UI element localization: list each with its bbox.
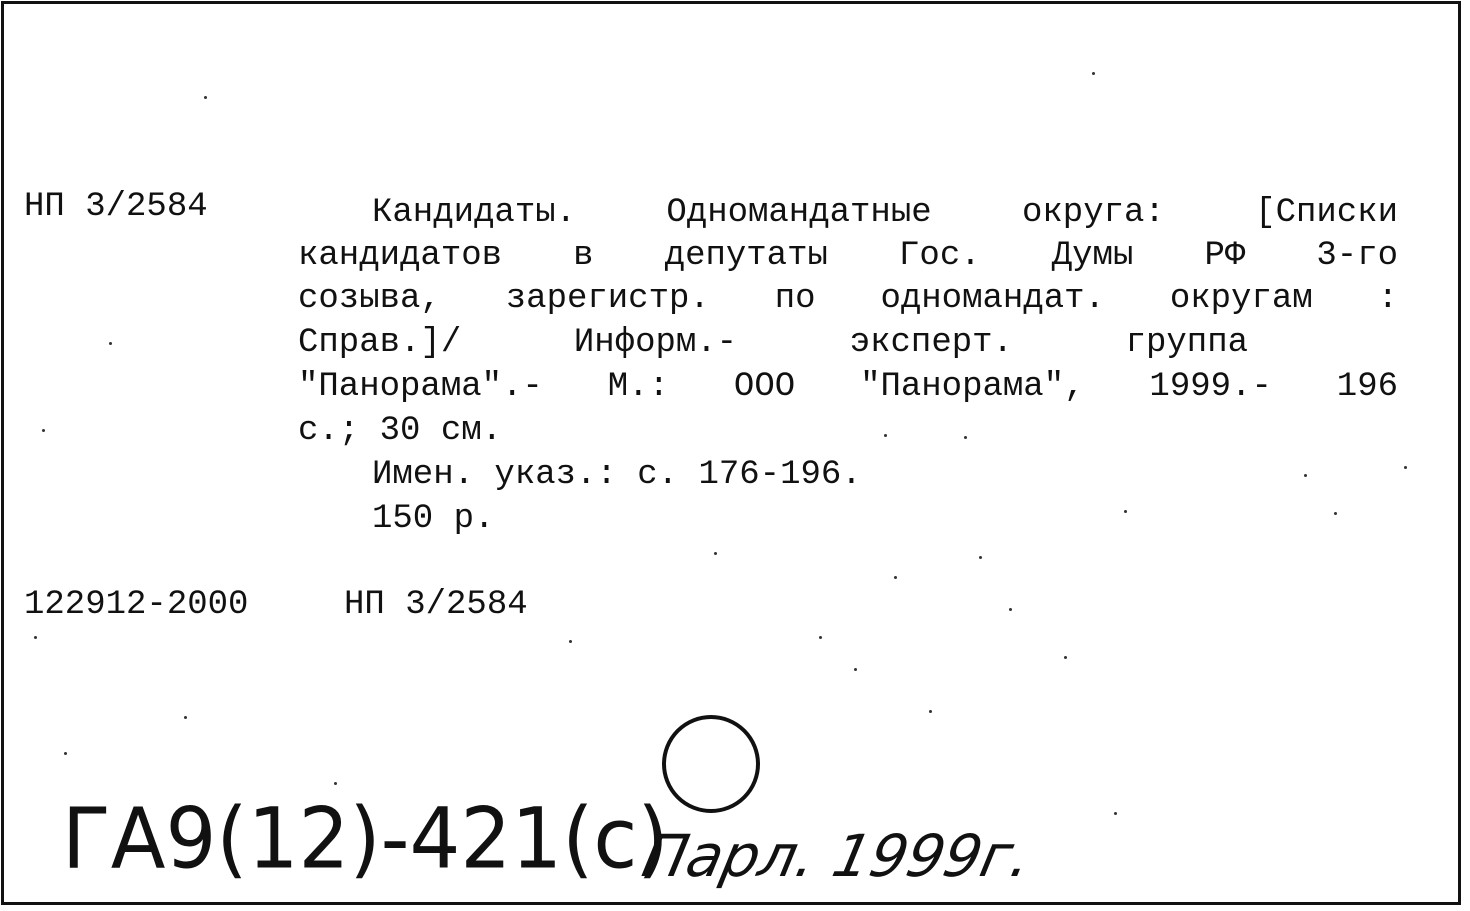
description-line-4: Справ.]/ Информ.- эксперт. группа	[298, 324, 1248, 362]
description-line-5: "Панорама".- М.: ООО "Панорама", 1999.- 196	[298, 368, 1398, 406]
inventory-number: 122912-2000	[24, 586, 249, 624]
description-line-6: с.; 30 см.	[298, 412, 503, 450]
circle-stamp	[659, 712, 763, 816]
handwritten-note: Парл. 1999г.	[636, 822, 1038, 890]
index-note: Имен. указ.: с. 176-196.	[372, 456, 862, 494]
price: 150 р.	[372, 500, 495, 538]
catalog-card	[1, 1, 1461, 905]
handwritten-shelfmark: ГА9(12)-421(с)	[62, 789, 669, 888]
call-number-footer: НП 3/2584	[344, 586, 528, 624]
description-line-2: кандидатов в депутаты Гос. Думы РФ 3-го	[298, 237, 1398, 275]
description-line-3: созыва, зарегистр. по одномандат. округам :	[298, 280, 1398, 318]
call-number: НП 3/2584	[24, 188, 208, 226]
description-line-1: Кандидаты. Одномандатные округа: [Списки	[372, 194, 1398, 232]
